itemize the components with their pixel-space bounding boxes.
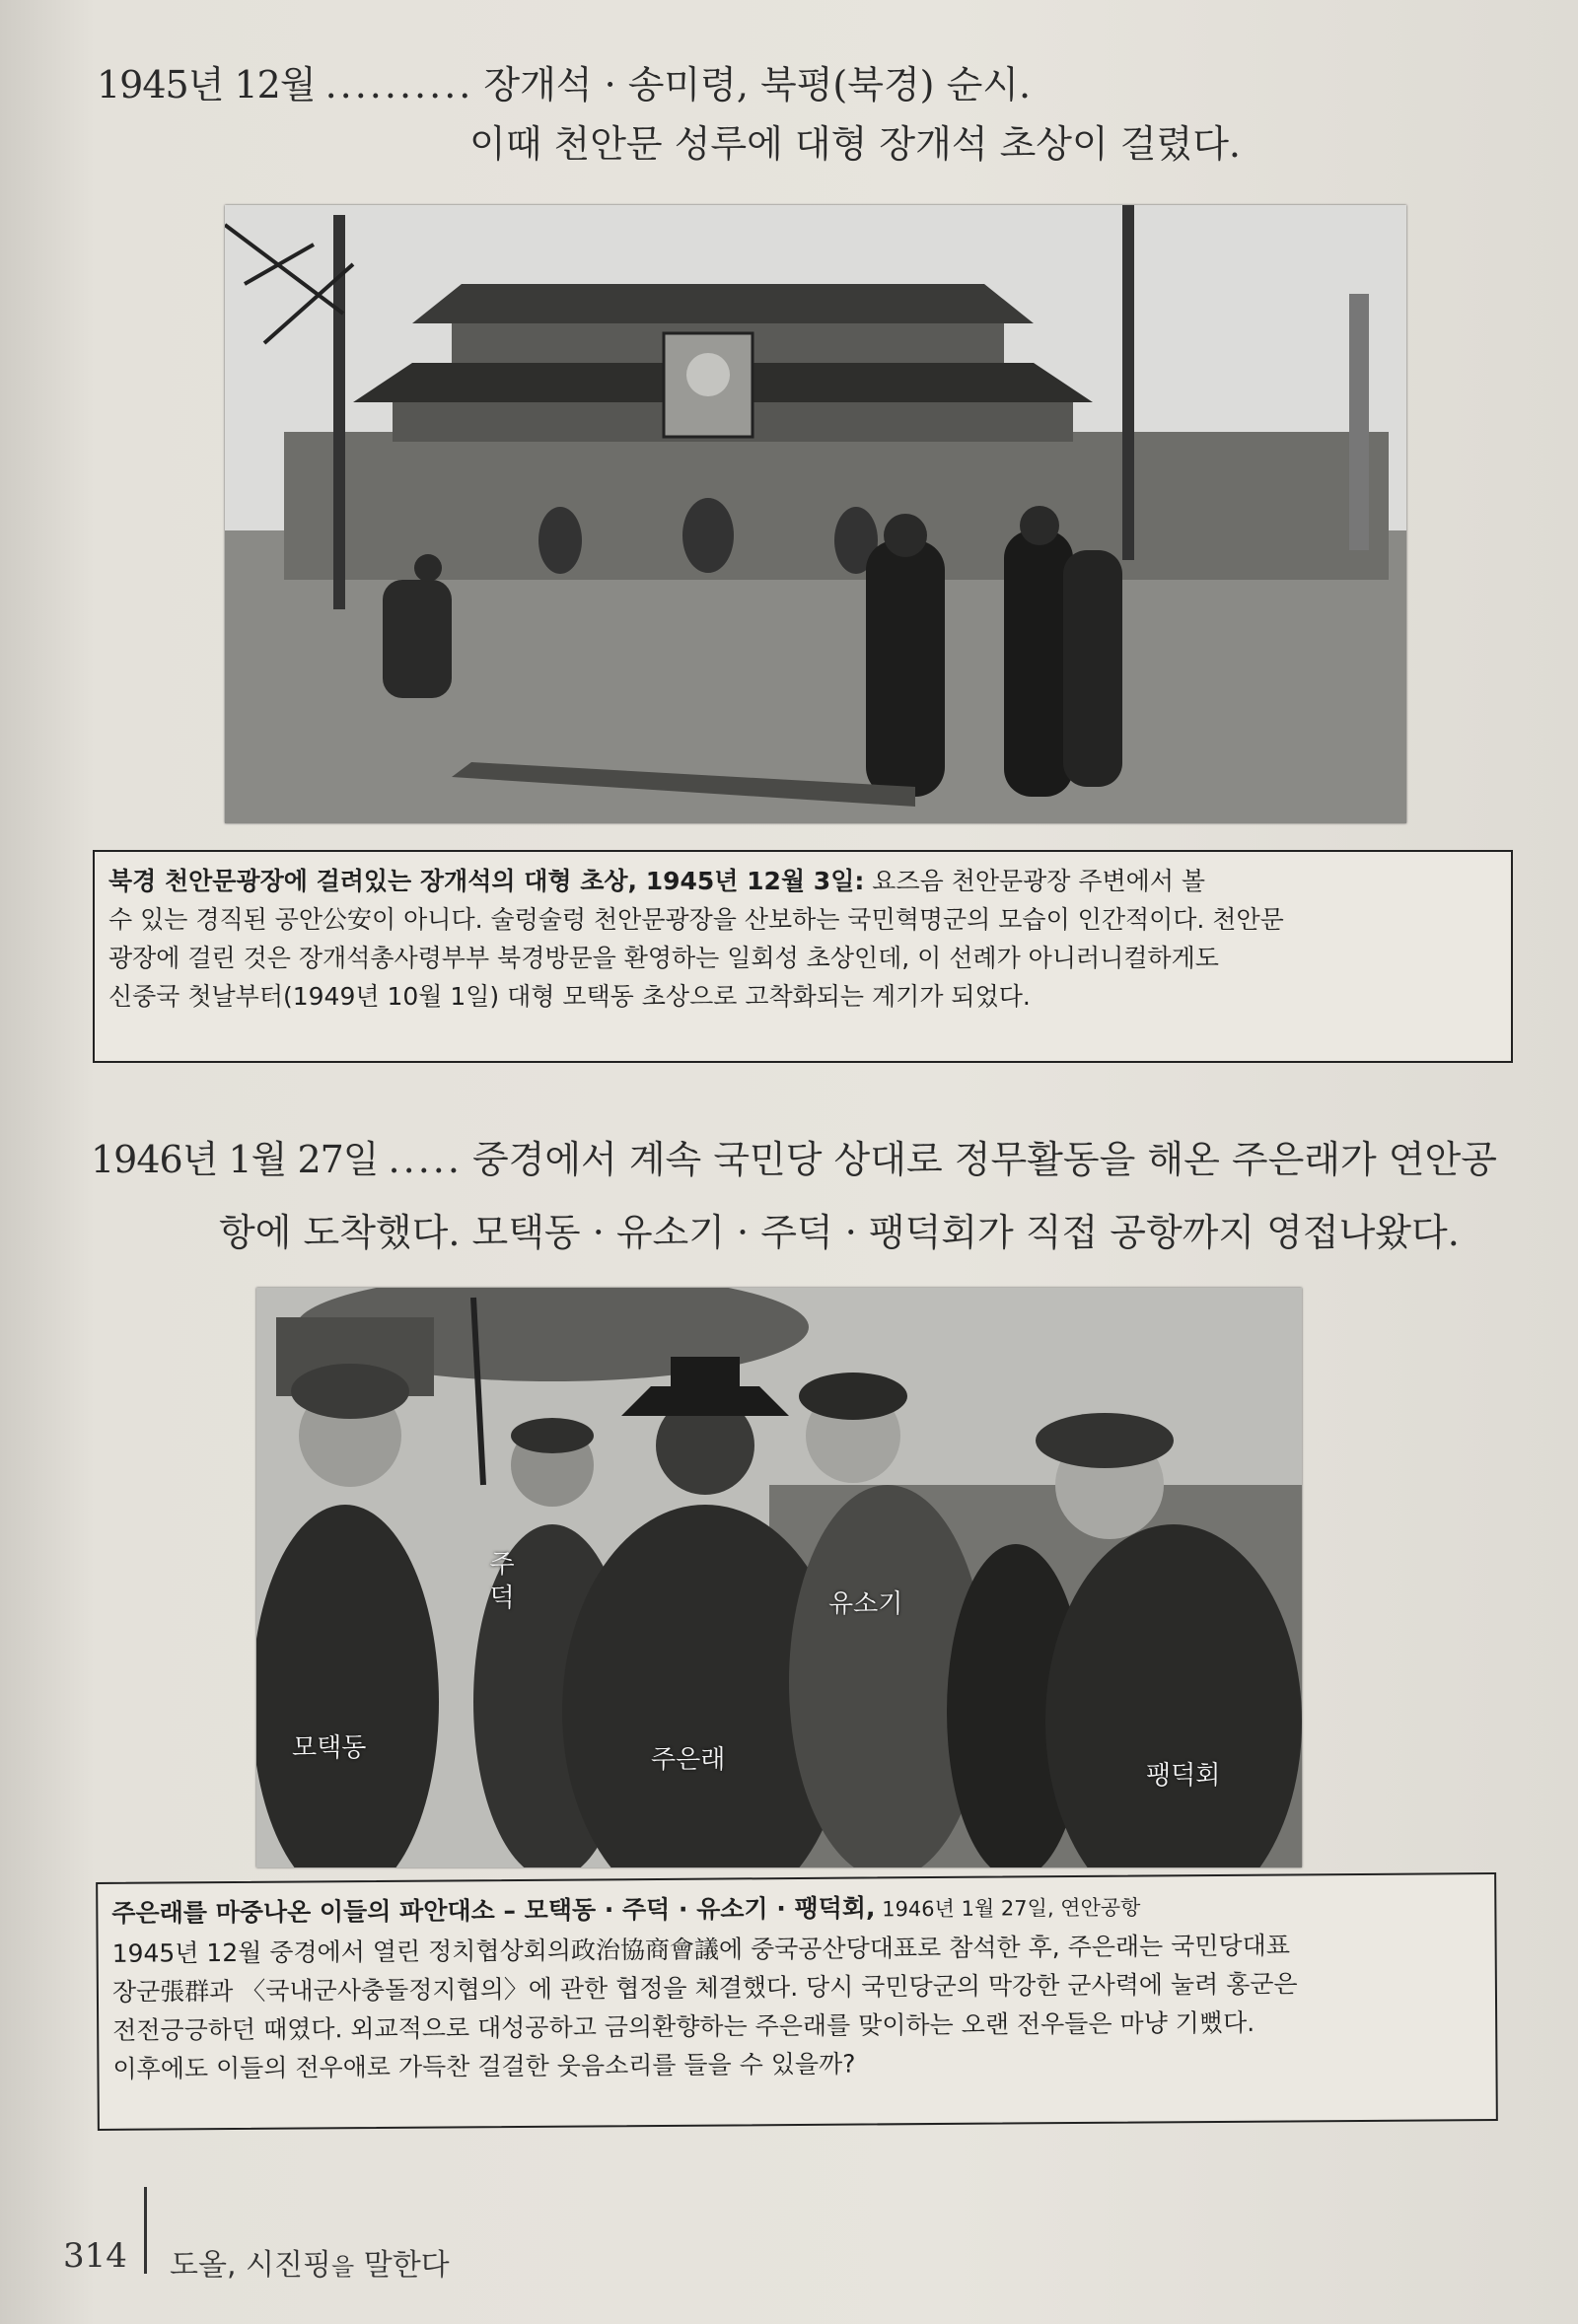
entry2-date: 1946년 1월 27일 xyxy=(91,1138,379,1181)
caption1-line-1: 수 있는 경직된 공안公安이 아니다. 술렁술렁 천안문광장을 산보하는 국민혁명군의 모습이 인간적이다. 천안문 xyxy=(108,905,1284,934)
yanan-airport-photo xyxy=(256,1288,1302,1867)
caption1-line-3: 신중국 첫날부터(1949년 10월 1일) 대형 모택동 초상으로 고착화되는 계기가 되었다. xyxy=(108,982,1031,1011)
entry2-dots: ..... xyxy=(388,1138,463,1181)
entry1-header xyxy=(97,57,1031,112)
running-title-particle: 을 xyxy=(330,2253,355,2281)
label-zhouenlai: 주은래 xyxy=(651,1745,726,1775)
caption1-title: 북경 천안문광장에 걸려있는 장개석의 대형 초상, 1945년 12월 3일: xyxy=(108,867,865,895)
tiananmen-photo xyxy=(225,205,1406,823)
footer-divider xyxy=(144,2187,147,2274)
caption-tiananmen xyxy=(93,850,1513,1063)
yanan-airport-photo-drawing xyxy=(256,1288,1302,1867)
running-title-end: 말한다 xyxy=(354,2248,450,2283)
caption2-title: 주은래를 마중나온 이들의 파안대소 – 모택동 · 주덕 · 유소기 · 팽덕회, xyxy=(111,1893,876,1928)
page-number: 314 xyxy=(63,2236,127,2276)
running-title-main: 도올, 시진핑 xyxy=(170,2248,331,2283)
running-title xyxy=(170,2240,450,2284)
entry1-line1: 장개석 · 송미령, 북평(북경) 순시. xyxy=(483,63,1032,106)
caption2-title-small: 1946년 1월 27일, 연안공항 xyxy=(875,1895,1141,1922)
label-zhude: 주덕 xyxy=(489,1550,515,1613)
entry1-line2: 이때 천안문 성루에 대형 장개석 초상이 걸렸다. xyxy=(469,122,1242,166)
tiananmen-photo-drawing xyxy=(225,205,1406,823)
caption2-line-2: 전전긍긍하던 때였다. 외교적으로 대성공하고 금의환향하는 주은래를 맞이하는 오랜 전우들은 마냥 기뻤다. xyxy=(112,2007,1255,2045)
label-maozedong: 모택동 xyxy=(292,1733,367,1763)
label-liushaoqi: 유소기 xyxy=(828,1589,903,1619)
caption-yanan xyxy=(96,1872,1498,2131)
entry2-line2: 항에 도착했다. 모택동 · 유소기 · 주덕 · 팽덕회가 직접 공항까지 영접나왔다. xyxy=(219,1211,1460,1254)
entry1-date: 1945년 12월 xyxy=(97,63,316,106)
caption2-line-0: 1945년 12월 중경에서 열린 정치협상회의政治協商會議에 중국공산당대표로 참석한 후, 주은래는 국민당대표 xyxy=(111,1931,1291,1968)
caption2-line-1: 장군張群과 〈국내군사충돌정지협의〉에 관한 협정을 체결했다. 당시 국민당군의 막강한 군사력에 눌려 홍군은 xyxy=(111,1969,1298,2007)
entry2-line1: 중경에서 계속 국민당 상대로 정무활동을 해온 주은래가 연안공 xyxy=(471,1138,1497,1181)
caption2-line-3: 이후에도 이들의 전우애로 가득찬 걸걸한 웃음소리를 들을 수 있을까? xyxy=(112,2049,856,2083)
entry2-header xyxy=(91,1132,1497,1187)
caption1-line-2: 광장에 걸린 것은 장개석총사령부부 북경방문을 환영하는 일회성 초상인데, 이 선례가 아니러니컬하게도 xyxy=(108,944,1219,972)
label-pengdehuai: 팽덕회 xyxy=(1146,1761,1221,1791)
caption1-line-0: 요즈음 천안문광장 주변에서 볼 xyxy=(864,867,1206,895)
entry1-dots: .......... xyxy=(324,63,474,106)
